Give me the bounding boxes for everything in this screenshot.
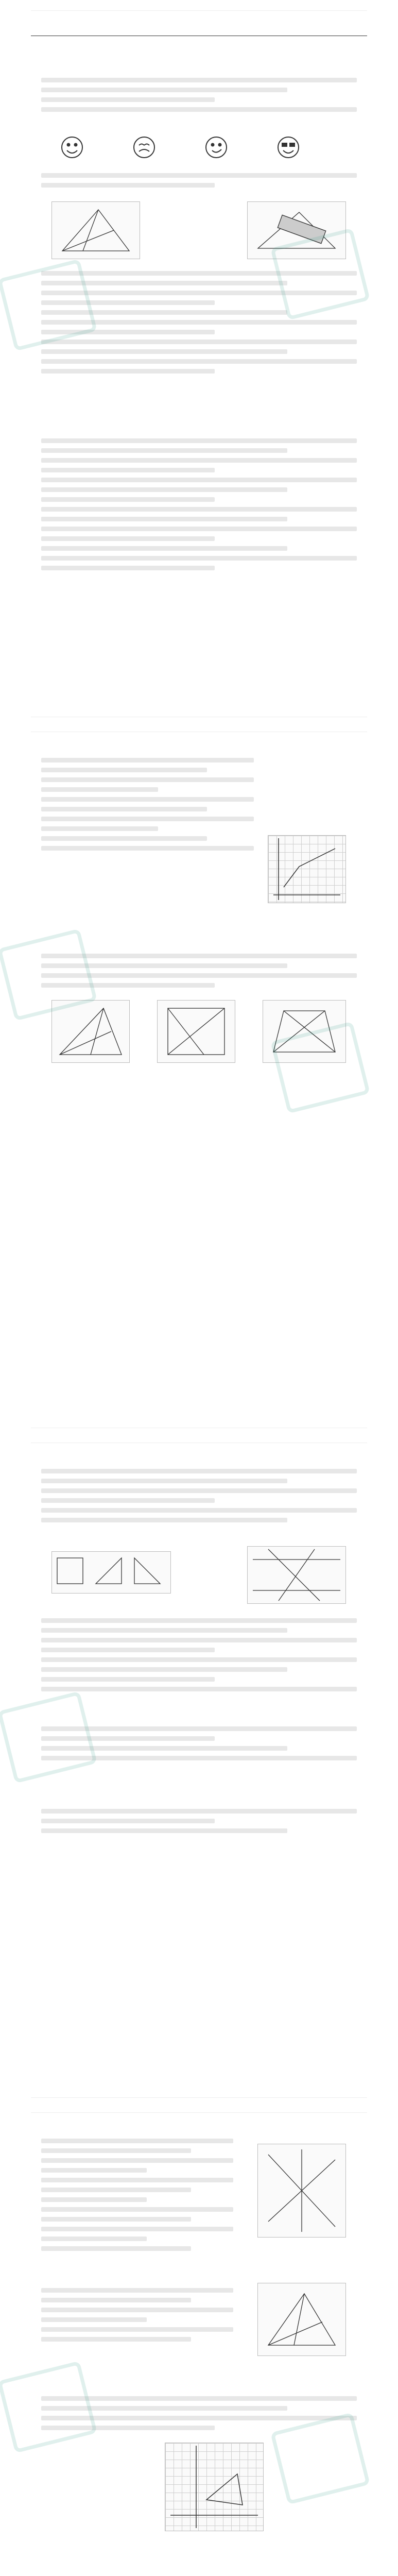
intersecting-lines-figure [257, 2144, 346, 2238]
question-block-10 [41, 1804, 357, 1838]
triangle-angle-figure [257, 2283, 346, 2356]
coordinate-grid-figure [268, 835, 346, 903]
geometry-figure-b [157, 1000, 235, 1063]
question-block-5 [41, 753, 254, 856]
question-block-4 [41, 433, 357, 575]
triangle-figure [51, 201, 140, 259]
grid-triangle-figure [165, 2443, 264, 2531]
folded-paper-figure [51, 1551, 171, 1594]
question-block-11 [41, 2133, 233, 2256]
exam-page-3 [31, 1443, 367, 2098]
parallel-lines-figure [247, 1546, 346, 1604]
question-block-8 [41, 1613, 357, 1697]
emoji-figures-row [51, 132, 340, 163]
exam-page-1 [31, 10, 367, 717]
geometry-figure-a [51, 1000, 130, 1063]
question-block-1 [41, 73, 357, 117]
question-block-12 [41, 2283, 233, 2347]
exam-page-4 [31, 2112, 367, 2576]
question-block-2 [41, 168, 357, 193]
question-block-7 [41, 1464, 357, 1528]
